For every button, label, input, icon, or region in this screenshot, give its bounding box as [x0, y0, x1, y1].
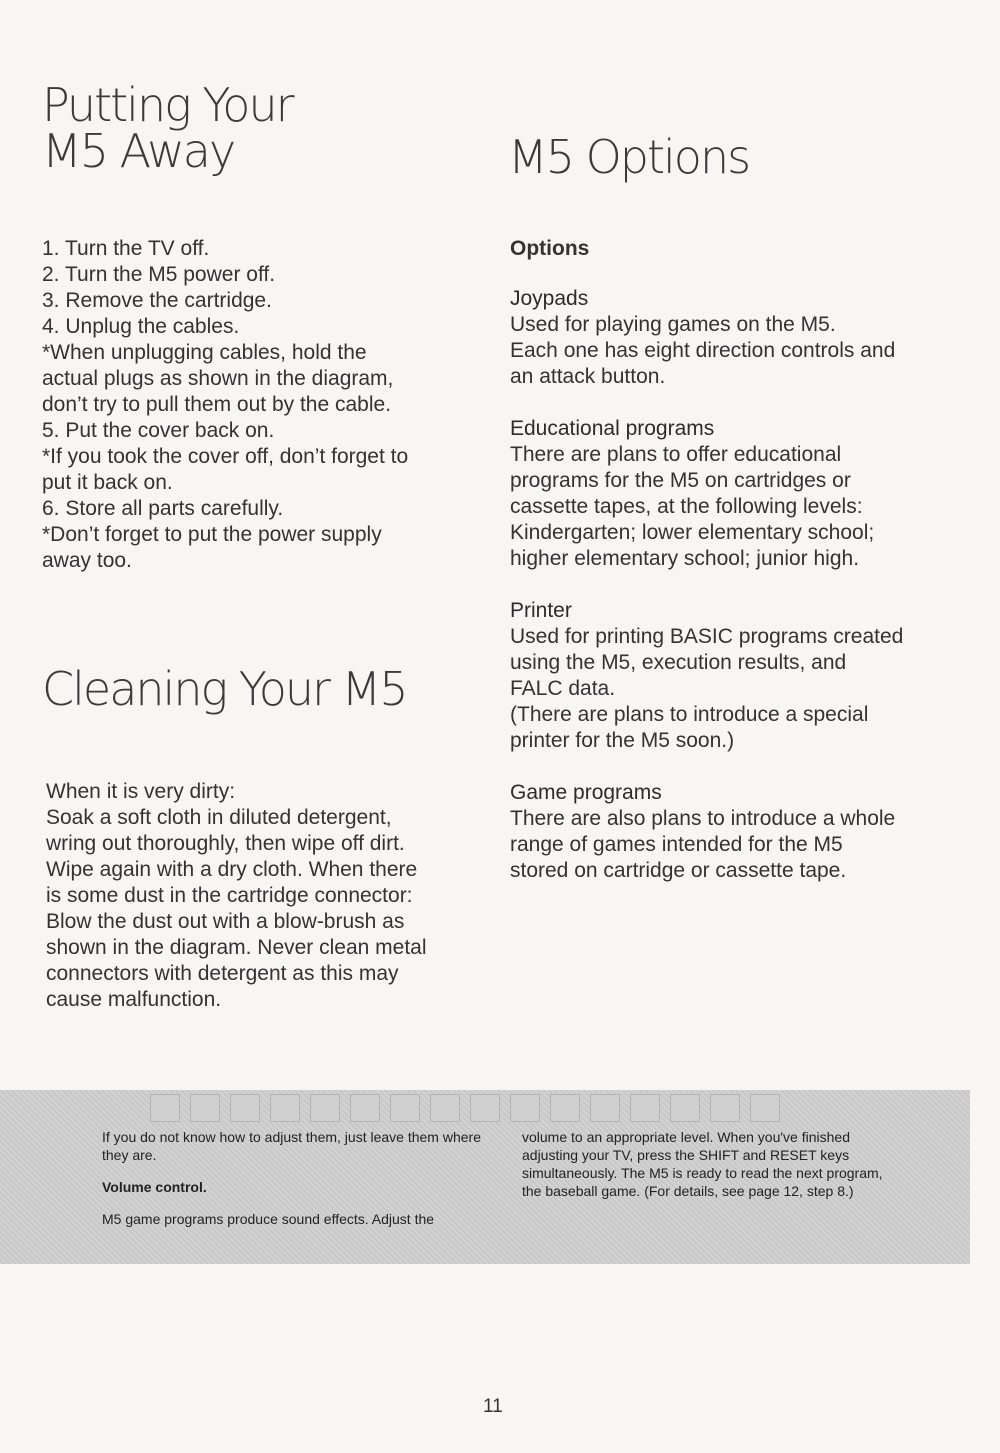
option-section-games — [510, 780, 950, 884]
cleaning-heading: Cleaning Your M5 — [42, 662, 407, 716]
option-line: There are plans to offer educational — [510, 443, 842, 466]
option-line: printer for the M5 soon.) — [510, 729, 735, 752]
page-number: 11 — [483, 1396, 503, 1417]
putting-away-heading-line1: Putting Your — [42, 78, 293, 132]
option-section-educational — [510, 416, 950, 572]
step-line: actual plugs as shown in the diagram, — [42, 367, 394, 390]
putting-away-steps — [42, 236, 472, 574]
option-line: programs for the M5 on cartridges or — [510, 469, 851, 492]
step-line: 1. Turn the TV off. — [42, 237, 210, 260]
banner-left-text-2: M5 game programs produce sound effects. Adjust the — [102, 1211, 435, 1227]
option-line: Used for printing BASIC programs created — [510, 625, 904, 648]
option-section-joypads — [510, 286, 950, 390]
options-label: Options — [510, 237, 590, 260]
option-line: an attack button. — [510, 365, 666, 388]
putting-away-heading-line2: M5 Away — [42, 124, 235, 178]
cleaning-line: Blow the dust out with a blow-brush as — [46, 910, 405, 933]
cleaning-line: connectors with detergent as this may — [46, 962, 399, 985]
step-line: 3. Remove the cartridge. — [42, 289, 272, 312]
option-line: higher elementary school; junior high. — [510, 547, 860, 570]
keyboard-illustration — [150, 1094, 780, 1122]
step-line: *When unplugging cables, hold the — [42, 341, 367, 364]
cleaning-line: Soak a soft cloth in diluted detergent, — [46, 806, 392, 829]
option-line: range of games intended for the M5 — [510, 833, 843, 856]
option-line: Used for playing games on the M5. — [510, 313, 836, 336]
option-title: Game programs — [510, 781, 662, 804]
options-column — [510, 236, 950, 910]
volume-control-heading: Volume control. — [102, 1179, 207, 1195]
option-title: Educational programs — [510, 417, 715, 440]
option-line: Kindergarten; lower elementary school; — [510, 521, 875, 544]
cleaning-line: wring out thoroughly, then wipe off dirt. — [46, 832, 405, 855]
step-line: don’t try to pull them out by the cable. — [42, 393, 392, 416]
cleaning-line: is some dust in the cartridge connector: — [46, 884, 413, 907]
option-line: cassette tapes, at the following levels: — [510, 495, 863, 518]
option-line: stored on cartridge or cassette tape. — [510, 859, 847, 882]
options-heading: M5 Options — [508, 130, 750, 184]
step-line: *If you took the cover off, don’t forget to — [42, 445, 409, 468]
cleaning-line: Wipe again with a dry cloth. When there — [46, 858, 418, 881]
banner-left-text: If you do not know how to adjust them, just leave them where they are. — [102, 1129, 481, 1163]
cleaning-line: shown in the diagram. Never clean metal — [46, 936, 427, 959]
banner-right-text: volume to an appropriate level. When you've finished adjusting your TV, press the SHIFT and RESET keys simultaneously. The M5 is ready to read the next program, the baseball game. (For details, see page 12, step 8.) — [522, 1129, 883, 1199]
option-line: (There are plans to introduce a special — [510, 703, 869, 726]
cleaning-line: cause malfunction. — [46, 988, 222, 1011]
option-line: Each one has eight direction controls and — [510, 339, 896, 362]
step-line: 6. Store all parts carefully. — [42, 497, 284, 520]
option-title: Joypads — [510, 287, 589, 310]
putting-away-heading — [42, 78, 342, 178]
option-line: FALC data. — [510, 677, 616, 700]
step-line: *Don’t forget to put the power supply — [42, 523, 382, 546]
option-section-printer — [510, 598, 950, 754]
step-line: away too. — [42, 549, 132, 572]
step-line: put it back on. — [42, 471, 173, 494]
option-line: using the M5, execution results, and — [510, 651, 847, 674]
volume-control-banner — [0, 1090, 970, 1264]
cleaning-body — [46, 779, 466, 1013]
step-line: 5. Put the cover back on. — [42, 419, 275, 442]
option-line: There are also plans to introduce a whole — [510, 807, 896, 830]
step-line: 4. Unplug the cables. — [42, 315, 240, 338]
step-line: 2. Turn the M5 power off. — [42, 263, 276, 286]
option-title: Printer — [510, 599, 572, 622]
cleaning-line: When it is very dirty: — [46, 780, 236, 803]
